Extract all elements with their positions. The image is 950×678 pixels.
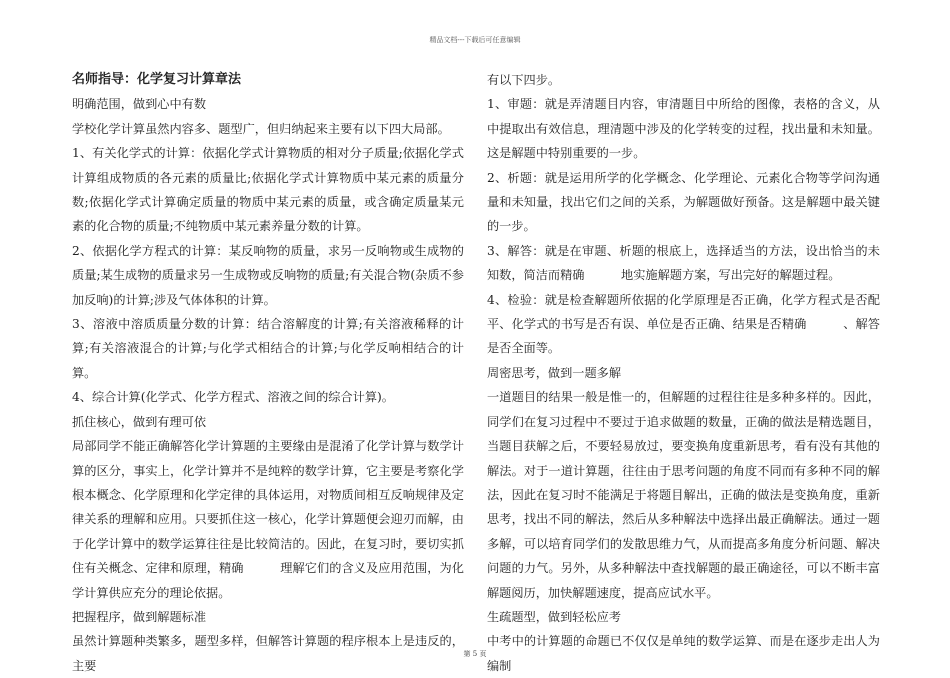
right-paragraph: 生疏题型，做到轻松应考	[487, 609, 622, 624]
right-paragraph: 4、检验：就是检查解题所依据的化学原理是否正确，化学方程式是否配平、化学式的书写是否有误、单位是否正确、结果是否精确 、解答是否全面等。	[487, 292, 880, 356]
left-paragraph: 1、有关化学式的计算：依据化学式计算物质的相对分子质量;依据化学式计算组成物质的各元素的质量比;依据化学式计算物质中某元素的质量分数;依据化学式计算确定质量的物质中某元素的质量，或含确定质量某元素的化合物的质量;不纯物质中某元素养量分数的计算。	[72, 146, 464, 234]
left-paragraph: 把握程序，做到解题标准	[72, 609, 207, 624]
left-paragraph: 局部同学不能正确解答化学计算题的主要缘由是混淆了化学计算与数学计算的区分，事实上，化学计算并不是纯粹的数学计算，它主要是考察化学根本概念、化学原理和化学定律的具体运用，对物质间相互反响规律及定律关系的理解和应用。只要抓住这一核心，化学计算题便会迎刃而解，由于化学计算中的数学运算往往是比较简洁的。因此，在复习时，要切实抓住有关概念、定律和原理，精确 理解它们的含义及应用范围，为化学计算供应充分的理论依据。	[72, 439, 464, 600]
right-paragraph: 1、审题：就是弄清题目内容，审清题目中所给的图像，表格的含义，从中提取出有效信息，理清题中涉及的化学转变的过程，找出量和未知量。这是解题中特别重要的一步。	[487, 97, 880, 161]
left-paragraph: 明确范围，做到心中有数	[72, 97, 207, 112]
right-paragraph: 中考中的计算题的命题已不仅仅是单纯的数学运算、而是在逐步走出人为编制	[487, 634, 880, 673]
right-paragraph: 3、解答：就是在审题、析题的根底上，选择适当的方法，设出恰当的未知数，简洁而精确 地实施解题方案，写出完好的解题过程。	[487, 243, 880, 283]
left-paragraph: 4、综合计算(化学式、化学方程式、溶液之间的综合计算)。	[72, 390, 394, 405]
right-column	[487, 68, 880, 678]
left-paragraph: 抓住核心，做到有理可依	[72, 414, 207, 429]
article-title: 名师指导：化学复习计算章法	[72, 72, 242, 87]
left-paragraph: 学校化学计算虽然内容多、题型广，但归纳起来主要有以下四大局部。	[72, 121, 450, 136]
right-paragraph: 有以下四步。	[487, 73, 561, 87]
left-paragraph: 虽然计算题种类繁多，题型多样，但解答计算题的程序根本上是违反的，主要	[72, 634, 464, 673]
left-paragraph: 2、依据化学方程式的计算：某反响物的质量，求另一反响物或生成物的质量;某生成物的质量求另一生成物或反响物的质量;有关混合物(杂质不参加反响)的计算;涉及气体体积的计算。	[72, 243, 464, 307]
right-paragraph: 一道题目的结果一般是惟一的，但解题的过程往往是多种多样的。因此，同学们在复习过程中不要过于追求做题的数量，正确的做法是精选题目，当题目获解之后，不要轻易放过，要变换角度重新思考，看有没有其他的解法。对于一道计算题，往往由于思考问题的角度不同而有多种不同的解法，因此在复习时不能满足于将题目解出，正确的做法是变换角度，重新思考，找出不同的解法，然后从多种解法中选择出最正确解法。通过一题多解，可以培育同学们的发散思维力气，从而提高多角度分析问题、解决问题的力气。另外，从多种解法中查找解题的最正确途径，可以不断丰富解题阅历，加快解题速度，提高应试水平。	[487, 390, 880, 600]
page-header: 精品文档---下载后可任意编辑	[429, 36, 521, 44]
page-number: 第 5 页	[463, 650, 487, 658]
right-paragraph: 2、析题：就是运用所学的化学概念、化学理论、元素化合物等学问沟通量和未知量，找出它们之间的关系，为解题做好预备。这是解题中最关键的一步。	[487, 170, 880, 234]
left-column	[72, 68, 464, 678]
right-paragraph: 周密思考，做到一题多解	[487, 365, 622, 380]
left-paragraph: 3、溶液中溶质质量分数的计算：结合溶解度的计算;有关溶液稀释的计算;有关溶液混合的计算;与化学式相结合的计算;与化学反响相结合的计算。	[72, 317, 464, 380]
